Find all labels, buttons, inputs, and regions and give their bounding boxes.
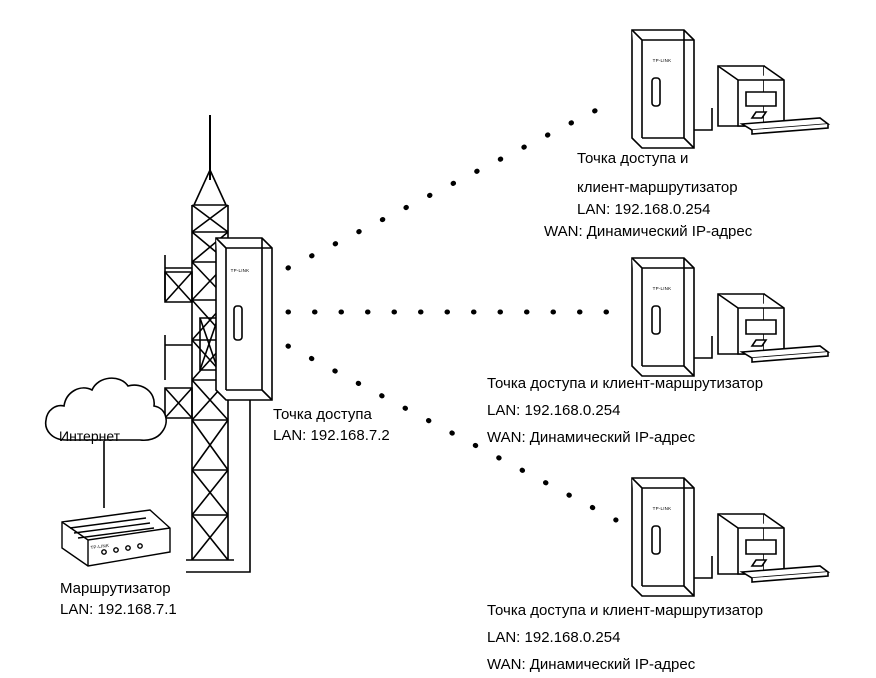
- access-point-label-name: Точка доступа: [273, 406, 372, 423]
- client-3-label-wan: WAN: Динамический IP-адрес: [487, 656, 696, 673]
- client-1-label-name-line-2: клиент-маршрутизатор: [577, 179, 738, 196]
- client-device-1: [632, 30, 828, 148]
- router-brand-text: TP-LINK: [90, 542, 110, 551]
- access-point-label-lan: LAN: 192.168.7.2: [273, 427, 390, 444]
- client-3-label-lan: LAN: 192.168.0.254: [487, 629, 621, 646]
- client-2-brand-text: TP-LINK: [652, 286, 672, 291]
- access-point-device: [216, 238, 272, 400]
- client-1-label-lan: LAN: 192.168.0.254: [577, 201, 711, 218]
- client-2-label-name-line-1: Точка доступа и клиент-маршрутизатор: [487, 375, 764, 392]
- client-device-2: [632, 258, 828, 376]
- client-1-label-name-line-1: Точка доступа и: [577, 150, 689, 167]
- wireless-link-1: [288, 100, 616, 268]
- internet-cloud-label: Интернет: [59, 428, 121, 444]
- client-device-3: [632, 478, 828, 596]
- router-label-name: Маршрутизатор: [60, 580, 171, 597]
- access-point-brand-text: TP-LINK: [230, 268, 250, 273]
- client-1-label-wan: WAN: Динамический IP-адрес: [544, 223, 753, 240]
- router-device: [62, 510, 170, 566]
- client-2-label-lan: LAN: 192.168.0.254: [487, 402, 621, 419]
- client-3-brand-text: TP-LINK: [652, 506, 672, 511]
- client-3-label-name-line-1: Точка доступа и клиент-маршрутизатор: [487, 602, 764, 619]
- client-2-label-wan: WAN: Динамический IP-адрес: [487, 429, 696, 446]
- router-label-lan: LAN: 192.168.7.1: [60, 601, 177, 618]
- client-1-brand-text: TP-LINK: [652, 58, 672, 63]
